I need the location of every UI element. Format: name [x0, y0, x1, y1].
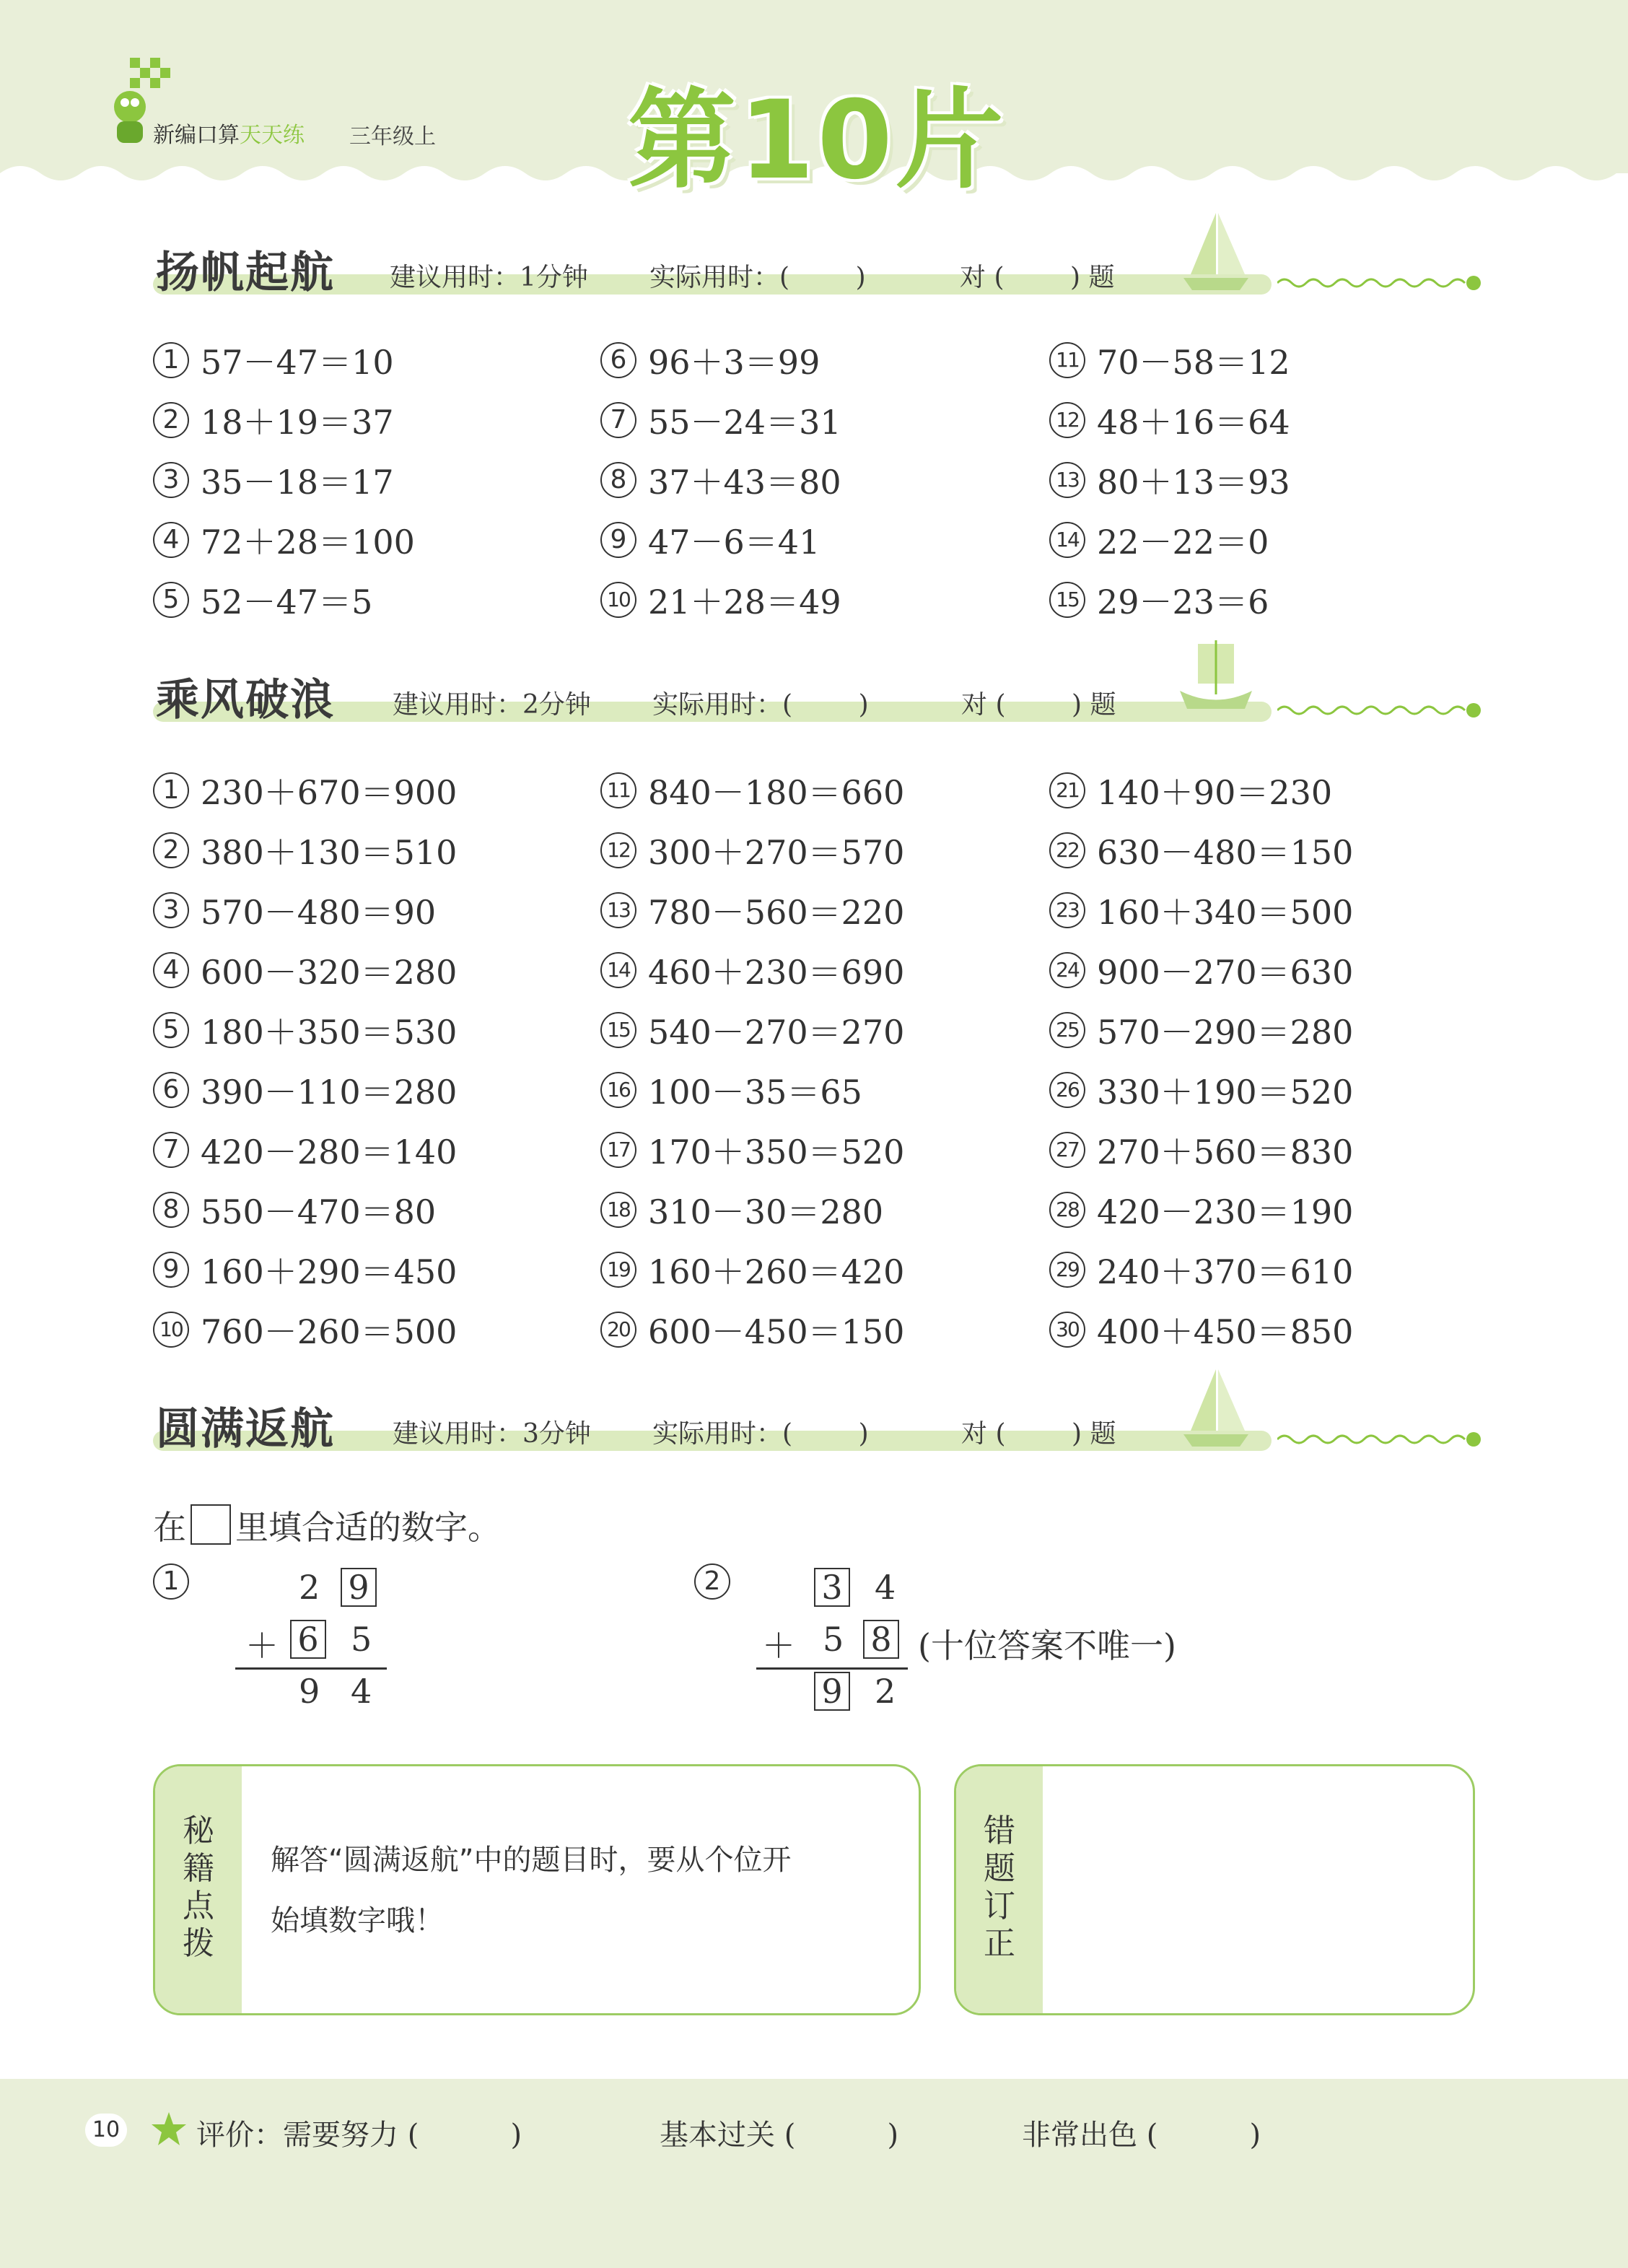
problem-item: 2 380＋130＝510: [153, 826, 457, 874]
corrections-label: 错题订正: [984, 1813, 1015, 1962]
blank-box-icon: [191, 1504, 231, 1545]
question-number: 17: [600, 1132, 636, 1168]
question-number: 2: [694, 1563, 730, 1600]
question-number: 11: [1049, 342, 1085, 378]
problem-item: 10 21＋28＝49: [600, 576, 841, 624]
suggested-time: 建议用时：1分钟: [390, 263, 588, 292]
problem-item: 9 160＋290＝450: [153, 1246, 457, 1294]
digit: 5: [351, 1620, 372, 1659]
answer-box: 8: [863, 1620, 899, 1659]
problem-item: 8 37＋43＝80: [600, 456, 841, 504]
problem-item: 1 57－47＝10: [153, 336, 394, 384]
problem-item: 12 300＋270＝570: [600, 826, 904, 874]
decorative-wave-icon: [1277, 694, 1487, 723]
problem-item: 11 70－58＝12: [1049, 336, 1290, 384]
problem-item: 4 72＋28＝100: [153, 516, 415, 564]
question-number: 26: [1049, 1072, 1085, 1108]
question-number: 1: [153, 772, 189, 808]
question-number: 30: [1049, 1312, 1085, 1348]
digit: 4: [351, 1672, 372, 1711]
question-number: 14: [600, 952, 636, 988]
problem-item: 19 160＋260＝420: [600, 1246, 904, 1294]
question-number: 16: [600, 1072, 636, 1108]
actual-time: 实际用时：( ): [649, 263, 866, 292]
answer-box: 9: [814, 1672, 850, 1711]
question-number: 7: [153, 1132, 189, 1168]
question-number: 12: [1049, 402, 1085, 438]
problem-item: 16 100－35＝65: [600, 1066, 862, 1114]
problem-item: 3 570－480＝90: [153, 886, 436, 934]
section-header-3: [152, 1395, 1479, 1460]
sailboat-icon: [1176, 209, 1256, 296]
page-title: 第10片: [628, 78, 1007, 204]
answer-box: 9: [341, 1568, 377, 1607]
question-number: 8: [600, 462, 636, 498]
question-number: 20: [600, 1312, 636, 1348]
problem-item: 21 140＋90＝230: [1049, 767, 1332, 814]
problem-item: 12 48＋16＝64: [1049, 396, 1290, 444]
question-number: 14: [1049, 522, 1085, 558]
correct-count: 对 ( ) 题: [961, 1419, 1116, 1449]
question-number: 3: [153, 892, 189, 928]
fill-in-instruction: 在 里填合适的数字。: [153, 1501, 501, 1549]
problem-item: 10 760－260＝500: [153, 1306, 457, 1353]
problem-item: 1 230＋670＝900: [153, 767, 457, 814]
problem-item: 18 310－30＝280: [600, 1186, 883, 1234]
correct-count: 对 ( ) 题: [961, 690, 1116, 720]
problem-item: 4 600－320＝280: [153, 946, 457, 994]
section-title: 扬帆起航: [156, 248, 335, 298]
problem-item: 3 35－18＝17: [153, 456, 394, 504]
question-number: 12: [600, 832, 636, 868]
problem-item: 14 460＋230＝690: [600, 946, 904, 994]
question-number: 9: [153, 1252, 189, 1288]
problem-item: 13 80＋13＝93: [1049, 456, 1290, 504]
problem-item: 27 270＋560＝830: [1049, 1126, 1353, 1174]
star-icon: [150, 2111, 188, 2148]
question-number: 11: [600, 772, 636, 808]
problem-item: 8 550－470＝80: [153, 1186, 436, 1234]
viking-ship-icon: [1176, 637, 1256, 723]
question-number: 23: [1049, 892, 1085, 928]
decorative-wave-icon: [1277, 1423, 1487, 1452]
problem-item: 9 47－6＝41: [600, 516, 820, 564]
question-number: 7: [600, 402, 636, 438]
question-number: 13: [1049, 462, 1085, 498]
question-number: 4: [153, 952, 189, 988]
question-number: 24: [1049, 952, 1085, 988]
question-number: 1: [153, 1563, 189, 1600]
question-number: 5: [153, 582, 189, 618]
digit: 9: [299, 1672, 320, 1711]
actual-time: 实际用时：( ): [652, 1419, 869, 1449]
answer-box: 6: [290, 1620, 326, 1659]
question-number: 10: [153, 1312, 189, 1348]
problem-item: 22 630－480＝150: [1049, 826, 1353, 874]
evaluation-basic: 基本过关 ( ): [660, 2119, 899, 2152]
suggested-time: 建议用时：2分钟: [393, 690, 591, 720]
question-number: 25: [1049, 1012, 1085, 1048]
digit: 4: [875, 1568, 896, 1607]
question-number: 10: [600, 582, 636, 618]
problem-item: 24 900－270＝630: [1049, 946, 1353, 994]
problem-item: 26 330＋190＝520: [1049, 1066, 1353, 1114]
evaluation-excellent: 非常出色 ( ): [1022, 2119, 1261, 2152]
problem-item: 29 240＋370＝610: [1049, 1246, 1353, 1294]
problem-item: 7 420－280＝140: [153, 1126, 457, 1174]
grade-label: 三年级上: [349, 124, 436, 149]
plus-sign: ＋: [762, 1626, 795, 1665]
digit: 2: [875, 1672, 896, 1711]
question-label: [694, 1563, 742, 1600]
question-number: 2: [153, 402, 189, 438]
question-number: 15: [1049, 582, 1085, 618]
corrections-box[interactable]: [954, 1764, 1475, 2015]
brand-name: 新编口算天天练: [153, 123, 305, 148]
problem-item: 13 780－560＝220: [600, 886, 904, 934]
section-header-1: [152, 238, 1479, 303]
tips-label: 秘籍点拨: [183, 1813, 214, 1962]
question-label: [153, 1563, 201, 1600]
question-number: 2: [153, 832, 189, 868]
question-number: 27: [1049, 1132, 1085, 1168]
tips-text: 解答“圆满返航”中的题目时，要从个位开 始填数字哦！: [271, 1844, 792, 1937]
question-number: 4: [153, 522, 189, 558]
correct-count: 对 ( ) 题: [960, 263, 1115, 292]
question-number: 9: [600, 522, 636, 558]
problem-item: 23 160＋340＝500: [1049, 886, 1353, 934]
problem-item: 6 390－110＝280: [153, 1066, 457, 1114]
question-number: 22: [1049, 832, 1085, 868]
section-header-2: [152, 666, 1479, 730]
problem-item: 7 55－24＝31: [600, 396, 841, 444]
question-number: 15: [600, 1012, 636, 1048]
page-number: 10: [85, 2114, 127, 2147]
problem-item: 30 400＋450＝850: [1049, 1306, 1353, 1353]
suggested-time: 建议用时：3分钟: [393, 1419, 591, 1449]
question-number: 1: [153, 342, 189, 378]
section-title: 乘风破浪: [156, 675, 335, 725]
problem-item: 28 420－230＝190: [1049, 1186, 1353, 1234]
sailboat-icon: [1176, 1366, 1256, 1452]
tips-box: [153, 1764, 921, 2015]
question-number: 18: [600, 1192, 636, 1228]
problem-item: 6 96＋3＝99: [600, 336, 820, 384]
actual-time: 实际用时：( ): [652, 690, 869, 720]
problem-item: 25 570－290＝280: [1049, 1006, 1353, 1054]
problem-item: 11 840－180＝660: [600, 767, 904, 814]
sum-line: [756, 1667, 908, 1670]
problem-item: 17 170＋350＝520: [600, 1126, 904, 1174]
problem-item: 2 18＋19＝37: [153, 396, 394, 444]
question-number: 21: [1049, 772, 1085, 808]
question-number: 13: [600, 892, 636, 928]
answer-note: (十位答案不唯一): [918, 1626, 1176, 1665]
evaluation-needs-work: 评价：需要努力 ( ): [196, 2119, 522, 2152]
question-number: 6: [600, 342, 636, 378]
question-number: 28: [1049, 1192, 1085, 1228]
problem-item: 5 180＋350＝530: [153, 1006, 457, 1054]
digit: 2: [299, 1568, 320, 1607]
question-number: 29: [1049, 1252, 1085, 1288]
problem-item: 15 29－23＝6: [1049, 576, 1269, 624]
plus-sign: ＋: [245, 1626, 279, 1665]
question-number: 3: [153, 462, 189, 498]
question-number: 19: [600, 1252, 636, 1288]
question-number: 8: [153, 1192, 189, 1228]
digit: 5: [823, 1620, 844, 1659]
footer-band: [0, 2079, 1628, 2268]
problem-item: 14 22－22＝0: [1049, 516, 1269, 564]
question-number: 5: [153, 1012, 189, 1048]
decorative-wave-icon: [1277, 267, 1487, 296]
answer-box: 3: [814, 1568, 850, 1607]
section-title: 圆满返航: [156, 1404, 335, 1454]
question-number: 6: [153, 1072, 189, 1108]
problem-item: 15 540－270＝270: [600, 1006, 904, 1054]
problem-item: 5 52－47＝5: [153, 576, 372, 624]
problem-item: 20 600－450＝150: [600, 1306, 904, 1353]
sum-line: [235, 1667, 387, 1670]
